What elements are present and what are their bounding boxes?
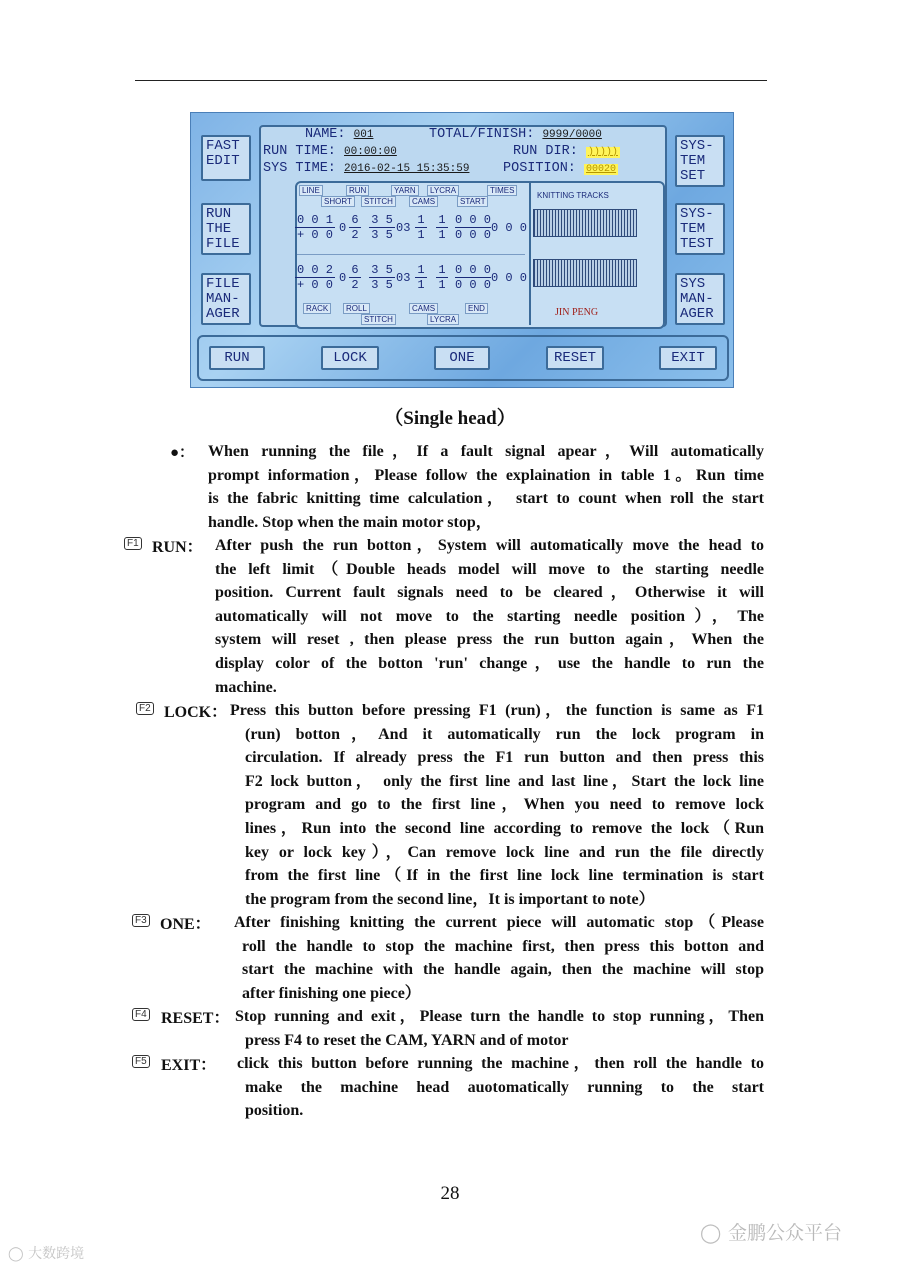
f2-key-icon: F2	[136, 702, 154, 715]
lock-button[interactable]: LOCK	[321, 346, 379, 370]
row1-times: 0 0 0	[491, 221, 528, 235]
f1-key-icon: F1	[124, 537, 142, 550]
row1-run: $\frac{6}{2}$	[349, 213, 361, 242]
total-value: 9999/0000	[542, 129, 602, 141]
row2-lycra: $\frac{1}{1}$	[436, 263, 448, 292]
systime-row	[263, 161, 469, 176]
systime-value: 2016-02-15 15:35:59	[344, 163, 470, 175]
brand-label: JIN PENG	[555, 307, 599, 318]
label-short: SHORT	[321, 196, 355, 207]
tracks-divider	[529, 183, 531, 325]
f4-key-icon: F4	[132, 1008, 150, 1021]
row2-run: $\frac{6}{2}$	[349, 263, 361, 292]
label-cams-bottom: CAMS	[409, 303, 438, 314]
position-row	[503, 161, 618, 176]
one-first-line: After finishing knitting the current piece will automatic stop（Please	[234, 914, 764, 931]
watermark-left: ◯ 大数跨境	[8, 1246, 85, 1262]
position-label: POSITION:	[503, 161, 576, 176]
exit-first-line: click this button before running the machine，then roll the handle to	[237, 1055, 764, 1072]
reset-description: press F4 to reset the CAM, YARN and of motor	[245, 1031, 569, 1049]
figure-caption: （Single head）	[384, 408, 516, 429]
total-row	[429, 127, 602, 142]
logo-icon: ◯	[8, 1246, 24, 1262]
reset-button[interactable]: RESET	[546, 346, 604, 370]
label-yarn: YARN	[391, 185, 419, 196]
row1-lycra: $\frac{1}{1}$	[436, 213, 448, 242]
label-start: START	[457, 196, 488, 207]
row1-stitch: $\frac{3 5}{3 5}$	[369, 213, 395, 242]
label-lycra-bottom: LYCRA	[427, 314, 459, 325]
name-value: 001	[353, 129, 374, 141]
system-test-button[interactable]: SYS- TEM TEST	[675, 203, 725, 255]
f3-key-icon: F3	[132, 914, 150, 927]
label-lycra: LYCRA	[427, 185, 459, 196]
row1-line: $\frac{0 0 1}{+ 0 0}$	[296, 213, 333, 242]
runtime-row	[263, 144, 397, 159]
label-times: TIMES	[487, 185, 517, 196]
row2-line: $\frac{0 0 2}{+ 0 0}$	[296, 263, 333, 292]
row2-stitch: $\frac{3 5}{3 5}$	[369, 263, 395, 292]
total-label: TOTAL/FINISH:	[429, 127, 535, 142]
run-description: After push the run botton，System will automatically move the head to the left limit（Double heads model will move to the starting needle position. Current fault signals need to be cleared，Otherwise it will automatically will not move to the starting needle position），The system will reset , then please press the run button again，When the display color of the botton 'run' change，use the handle to run the machine.	[215, 537, 764, 696]
system-manager-button[interactable]: SYS MAN- AGER	[675, 273, 725, 325]
runtime-label: RUN TIME:	[263, 144, 336, 159]
page-number: 28	[440, 1183, 460, 1204]
row1-start: $\frac{0 0 0}{0 0 0}$	[455, 213, 492, 242]
reset-term: RESET：	[161, 1010, 230, 1027]
label-end: END	[465, 303, 488, 314]
system-set-button[interactable]: SYS- TEM SET	[675, 135, 725, 187]
one-term: ONE：	[160, 916, 211, 933]
rundir-value: )))))	[587, 147, 618, 158]
systime-label: SYS TIME:	[263, 161, 336, 176]
run-the-file-button[interactable]: RUN THE FILE	[201, 203, 251, 255]
knitting-track-2	[533, 259, 637, 287]
row2-start: $\frac{0 0 0}{0 0 0}$	[455, 263, 492, 292]
label-stitch-bottom: STITCH	[361, 314, 396, 325]
knitting-track-1	[533, 209, 637, 237]
rundir-label: RUN DIR:	[513, 144, 578, 159]
runtime-value: 00:00:00	[344, 146, 397, 158]
one-description: roll the handle to stop the machine first, then press this botton and start the machine with the handle again, then the machine will stop after finishing one piece）	[242, 937, 764, 1002]
row1-yarn: 03	[396, 221, 411, 235]
label-roll: ROLL	[343, 303, 370, 314]
row2-cams: $\frac{1}{1}$	[415, 263, 427, 292]
exit-term: EXIT：	[161, 1057, 217, 1074]
f5-key-icon: F5	[132, 1055, 150, 1068]
wechat-icon: ◯	[700, 1222, 722, 1244]
lock-first-line: Press this button before pressing F1 (run)，the function is same as F1	[230, 702, 764, 719]
header-rule	[135, 80, 767, 81]
label-run: RUN	[346, 185, 369, 196]
label-line: LINE	[299, 185, 323, 196]
label-rack: RACK	[303, 303, 331, 314]
row2-times: 0 0 0	[491, 271, 528, 285]
one-button[interactable]: ONE	[434, 346, 490, 370]
exit-button[interactable]: EXIT	[659, 346, 717, 370]
row1-short: 0	[339, 221, 347, 235]
reset-first-line: Stop running and exit，Please turn the handle to stop running，Then	[235, 1008, 764, 1025]
knitting-tracks-title: KNITTING TRACKS	[537, 191, 609, 200]
rundir-row	[513, 144, 620, 159]
row-divider	[297, 254, 525, 255]
intro-paragraph: When running the file，If a fault signal apear，Will automatically prompt information，Please follow the explaination in table 1。Run time is the fabric knitting time calculation， start to count when roll the start handle. Stop when the main motor stop，	[208, 443, 764, 531]
lock-description: (run) botton，And it automatically run the lock program in circulation. If already press the F1 run button and then press this F2 lock button， only the first line and last line，Start the lock line program and go to the first line，When you need to remove lock lines，Run into the second line according to remove the lock（Run key or lock key），Can remove lock line and run the file directly from the first line（If in the first line lock line termination is start the program from the second line，It is important to note）	[245, 725, 764, 908]
row1-cams: $\frac{1}{1}$	[415, 213, 427, 242]
lock-term: LOCK：	[164, 704, 228, 721]
name-label: NAME:	[305, 127, 346, 142]
position-value: 00020	[586, 164, 617, 175]
label-cams: CAMS	[409, 196, 438, 207]
exit-description: make the machine head auotomatically running to the start position.	[245, 1078, 764, 1120]
file-manager-button[interactable]: FILE MAN- AGER	[201, 273, 251, 325]
row2-short: 0	[339, 271, 347, 285]
bullet-marker: ●：	[170, 445, 195, 461]
name-row	[305, 127, 373, 142]
watermark-right: ◯ 金鹏公众平台	[700, 1222, 843, 1244]
run-button[interactable]: RUN	[209, 346, 265, 370]
row2-yarn: 03	[396, 271, 411, 285]
machine-screen	[190, 112, 734, 388]
fast-edit-button[interactable]: FAST EDIT	[201, 135, 251, 181]
label-stitch: STITCH	[361, 196, 396, 207]
run-term: RUN：	[152, 539, 203, 556]
